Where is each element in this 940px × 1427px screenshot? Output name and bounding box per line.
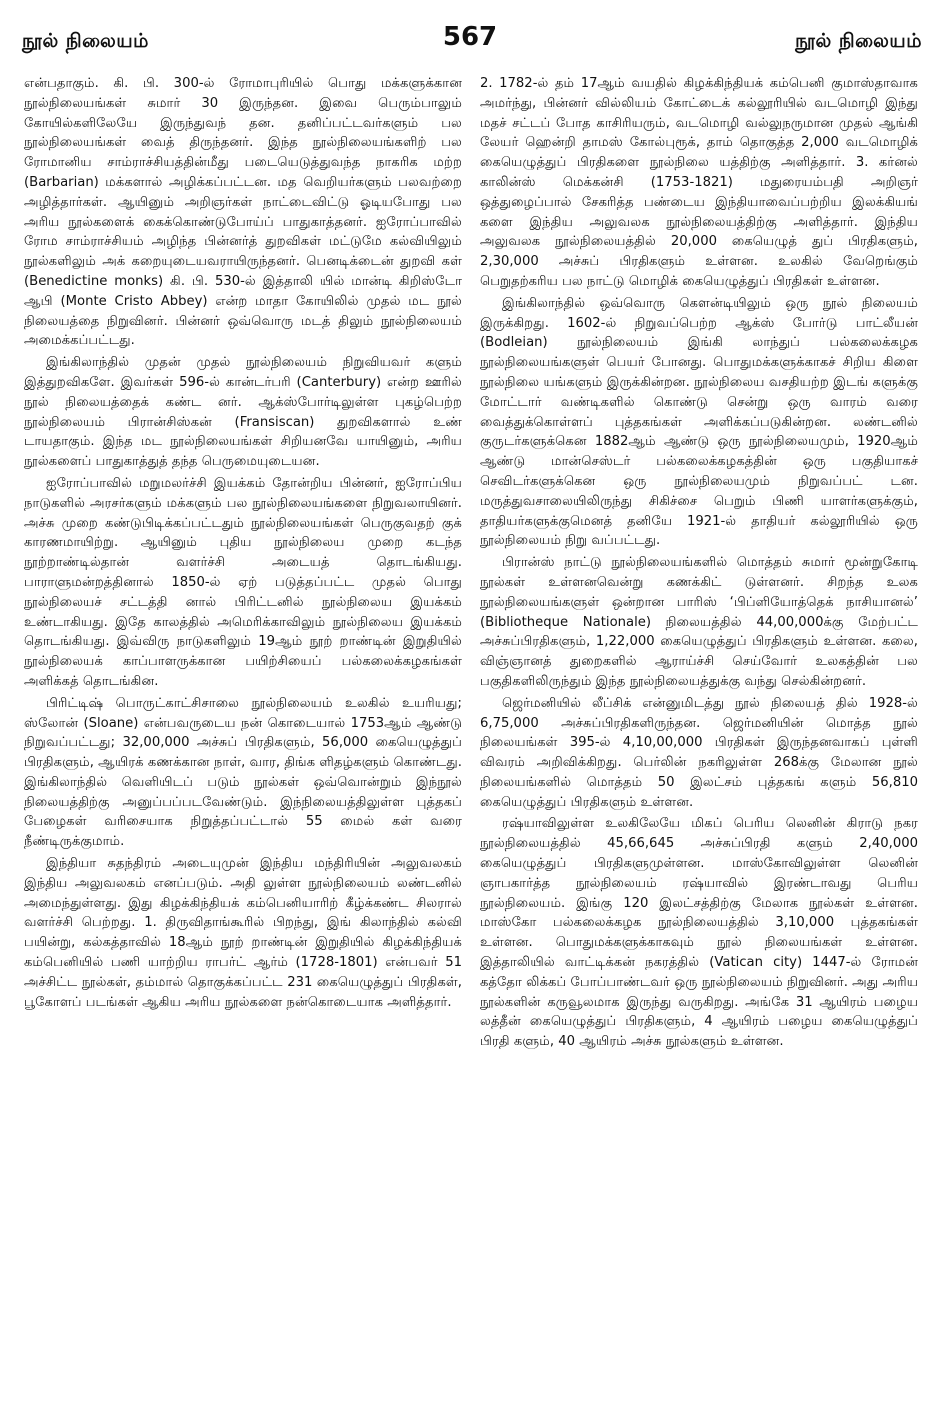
right-column (480, 74, 918, 1410)
paragraph: ஜெர்மனியில் லீப்சிக் என்னுமிடத்து நூல் நிலையத் தில் 1928-ல் 6,75,000 அச்சுப்பிரதிகளிருந்தன. ஜெர்மனியின் மொத்த நூல் நிலையங்கள் 395-ல் 4,10,00,000 பிரதிகள் இருந்தனவாகப் புள்ளி விவரம் அறிவிக்கிறது. பெர்லின் நகரிலுள்ள 268க்கு மேலான நூல் நிலையங்களில் மொத்தம் 50 இலட்சம் புத்தகங் களும் 56,810 கையெழுத்துப் பிரதிகளும் உள்ளன. (480, 695, 918, 810)
paragraph: பிரான்ஸ் நாட்டு நூல்நிலையங்களில் மொத்தம் சுமார் மூன்றுகோடி நூல்கள் உள்ளனவென்று கணக்கிட் டுள்ளனர். சிறந்த உலக நூல்நிலையங்களுள் ஒன்றான பாரிஸ் ‘பிப்ளியோத்தெக் நாசியானல்’ (Bibliotheque Nationale) நிலையத்தில் 44,00,000க்கு மேற்பட்ட அச்சுப்பிரதிகளும், 1,22,000 கையெழுத்துப் பிரதிகளும் உள்ளன. கலை, விஞ்ஞானத் துறைகளில் ஆராய்ச்சி செய்வோர் உலகத்தின் பல பகுதிகளிலிருந்தும் இந்த நூல்நிலையத்துக்கு வந்து செல்கின்றனர். (480, 555, 918, 689)
page-header (0, 0, 940, 62)
page-number: 567 (442, 22, 498, 52)
paragraph: பிரிட்டிஷ் பொருட்காட்சிசாலை நூல்நிலையம் உலகில் உயரியது; ஸ்லோன் (Sloane) என்பவருடைய நன் கொடையால் 1753ஆம் ஆண்டு நிறுவப்பட்டது; 32,00,000 அச்சுப் பிரதிகளும், 56,000 கையெழுத்துப் பிரதிகளும், ஆயிரக் கணக்கான நாள், வார, திங்க ளிதழ்களும் கொண்டது. இங்கிலாந்தில் வெளியிடப் படும் நூல்கள் ஒவ்வொன்றும் இந்நூல் நிலையத்திற்கு அனுப்பப்படவேண்டும். இந்நிலையத்திலுள்ள புத்தகப் பேழைகள் வரிசையாக நிறுத்தப்பட்டால் 55 மைல் கள் வரை நீண்டிருக்குமாம். (24, 695, 462, 850)
paragraph: இந்தியா சுதந்திரம் அடையுமுன் இந்திய மந்திரியின் அலுவலகம் இந்திய அலுவலகம் எனப்படும். அதி லுள்ள நூல்நிலையம் லண்டனில் அமைந்துள்ளது. இது கிழக்கிந்தியக் கம்பெனியாரிற் கீழ்க்கண்ட சிலரால் வளர்ச்சி பெற்றது. 1. திருவிதாங்கூரில் பிறந்து, இங் கிலாந்தில் கல்வி பயின்று, கல்கத்தாவில் 18ஆம் நூற் றாண்டின் இறுதியில் கிழக்கிந்தியக் கம்பெனியில் பணி யாற்றிய ராபர்ட் ஆர்ம் (1728-1801) என்பவர் 51 அச்சிட்ட நூல்கள், தம்மால் தொகுக்கப்பட்ட 231 கையெழுத்துப் பிரதிகள், பூகோளப் படங்கள் ஆகிய அரிய நூல்களை நன்கொடையாக அளித்தார். (24, 856, 462, 1010)
paragraph: ஐரோப்பாவில் மறுமலர்ச்சி இயக்கம் தோன்றிய பின்னர், ஐரோப்பிய நாடுகளில் அரசர்களும் மக்களும் பல நூல்நிலையங்களை நிறுவலாயினர். அச்சு முறை கண்டுபிடிக்கப்பட்டதும் நூல்நிலையங்கள் பெருகுவதற் குக் காரணமாயிற்று. ஆயினும் புதிய நூல்நிலைய முறை கடந்த நூற்றாண்டில்தான் வளர்ச்சி அடையத் தொடங்கியது. பாராளுமன்றத்தினால் 1850-ல் ஏற் படுத்தப்பட்ட முதல் பொது நூல்நிலையச் சட்டத்தி னால் பிரிட்டனில் நூல்நிலைய இயக்கம் உண்டாகியது. இதே காலத்தில் அமெரிக்காவிலும் நூல்நிலைய இயக்கம் தொடங்கியது. இவ்விரு நாடுகளிலும் 19ஆம் நூற் றாண்டின் இறுதியில் நூல்நிலையக் காப்பாளருக்கான பயிற்சியைப் பல்கலைக்கழகங்கள் அளிக்கத் தொடங்கின. (24, 475, 462, 689)
running-title-right: நூல் நிலையம் (795, 30, 922, 52)
running-title-left: நூல் நிலையம் (22, 30, 149, 52)
paragraph: இங்கிலாந்தில் ஒவ்வொரு கௌன்டியிலும் ஒரு நூல் நிலையம் இருக்கிறது. 1602-ல் நிறுவப்பெற்ற ஆக்ஸ் போர்டு பாட்லீயன் (Bodleian) நூல்நிலையம் இங்கி லாந்துப் பல்கலைக்கழக நூல்நிலையங்களுள் பெயர் போனது. பொதுமக்களுக்காகச் சிறிய கிளை நூல்நிலை யங்களும் இருக்கின்றன. நூல்நிலைய வசதியற்ற இடங் களுக்கு மோட்டார் வண்டிகளில் கொண்டு சென்று ஒரு வாரம் வரை வைத்துக்கொள்ளப் புத்தகங்கள் அளிக்கப்படுகின்றன. லண்டனில் குருடர்களுக்கென 1882ஆம் ஆண்டு ஒரு நூல்நிலையமும், 1920ஆம் ஆண்டு மான்செஸ்டர் பல்கலைக்கழகத்தின் ஒரு பகுதியாகச் செவிடர்களுக்கென ஒரு நூல்நிலையமும் நிறுவப்பட் டன. மருத்துவசாலையிலிருந்து சிகிச்சை பெறும் பிணி யாளர்களுக்கும், தாதியர்களுக்குமெனத் தனியே 1921-ல் தாதியர் கல்லூரியில் ஒரு நூல்நிலையம் நிறு வப்பட்டது. (480, 295, 918, 549)
paragraph: 2. 1782-ல் தம் 17ஆம் வயதில் கிழக்கிந்தியக் கம்பெனி குமாஸ்தாவாக அமர்ந்து, பின்னர் வில்லியம் கோட்டைக் கல்லூரியில் வடமொழி இந்து மதச் சட்டப் போத காசிரியரும், வடமொழி வல்லுநருமான முதல் ஆங்கி லேயர் ஹென்றி தாமஸ் கோல்புரூக், தாம் தொகுத்த 2,000 வடமொழிக் கையெழுத்துப் பிரதிகளை நூல்நிலை யத்திற்கு அளித்தார். 3. கர்னல் காலின்ஸ் மெக்கன்சி (1753-1821) மதுரையம்பதி அறிஞர் ஒத்துழைப்பால் சேகரித்த பண்டைய இந்தியாவைப்பற்றிய இலக்கியங் களை இந்திய அலுவலக நூல்நிலையத்திற்கு அளித்தார். இந்திய அலுவலக நூல்நிலையத்தில் 20,000 கையெழுத் துப் பிரதிகளும், 2,30,000 அச்சுப் பிரதிகளும் உள்ளன. உலகில் வேறெங்கும் பெறுதற்கரிய பல நாட்டு மொழிக் கையெழுத்துப் பிரதிகள் உள்ளன. (480, 76, 918, 289)
paragraph: ரஷ்யாவிலுள்ள உலகிலேயே மிகப் பெரிய லெனின் கிராடு நகர நூல்நிலையத்தில் 45,66,645 அச்சுப்பிரதி களும் 2,40,000 கையெழுத்துப் பிரதிகளுமுள்ளன. மாஸ்கோவிலுள்ள லெனின் ஞாபகார்த்த நூல்நிலையம் ரஷ்யாவில் இரண்டாவது பெரிய நூல்நிலையம். இங்கு 120 இலட்சத்திற்கு மேலாக நூல்கள் உள்ளன. மாஸ்கோ பல்கலைக்கழக நூல்நிலையத்தில் 3,10,000 புத்தகங்கள் உள்ளன. பொதுமக்களுக்காகவும் நூல் நிலையங்கள் உள்ளன. இத்தாலியில் வாட்டிக்கன் நகரத்தில் (Vatican city) 1447-ல் ரோமன் கத்தோ லிக்கப் போப்பாண்டவர் ஒரு நூல்நிலையம் நிறுவினர். அது அரிய நூல்களின் கருவூலமாக இருந்து வருகிறது. அங்கே 31 ஆயிரம் பழைய லத்தீன் கையெழுத்துப் பிரதிகளும், 4 ஆயிரம் பழைய கையெழுத்துப் பிரதி களும், 40 ஆயிரம் அச்சு நூல்களும் உள்ளன. (480, 816, 918, 1050)
left-column (24, 74, 462, 1410)
paragraph: இங்கிலாந்தில் முதன் முதல் நூல்நிலையம் நிறுவியவர் களும் இத்துறவிகளே. இவர்கள் 596-ல் கான்டர்பரி (Canterbury) என்ற ஊரில் நூல் நிலையத்தைக் கண்ட னர். ஆக்ஸ்போர்டிலுள்ள புகழ்பெற்ற நூல்நிலையம் பிரான்சிஸ்கன் (Fransiscan) துறவிகளால் உண் டாயதாகும். இந்த மட நூல்நிலையங்கள் சிறியனவே யாயினும், அரிய நூல்களைப் பாதுகாத்துத் தந்த பெருமையுடையன. (24, 355, 462, 470)
paragraph: என்பதாகும். கி. பி. 300-ல் ரோமாபுரியில் பொது மக்களுக்கான நூல்நிலையங்கள் சுமார் 30 இருந்தன. இவை பெரும்பாலும் கோயில்களிலேயே இருந்துவந் தன. தனிப்பட்டவர்களும் பல நூல்நிலையங்கள் வைத் திருந்தனர். இந்த நூல்நிலையங்களிற் பல ரோமானிய சாம்ராச்சியத்தின்மீது படையெடுத்துவந்த நாகரிக மற்ற (Barbarian) மக்களால் அழிக்கப்பட்டன. மத வெறியர்களும் பலவற்றை அழித்தார்கள். ஆயினும் அறிஞர்கள் நாட்டைவிட்டு ஓடியபோது பல அரிய நூல்களைக் கைக்கொண்டுபோய்ப் பாதுகாத்தனர். ஐரோப்பாவில் ரோம சாம்ராச்சியம் அழிந்த பின்னர்த் துறவிகள் மட்டுமே கல்வியிலும் நூல்களிலும் அக் கறையுடையவராயிருந்தனர். பெனடிக்டைன் துறவி கள் (Benedictine monks) கி. பி. 530-ல் இத்தாலி யில் மான்டி கிறிஸ்டோ ஆபி (Monte Cristo Abbey) என்ற மாதா கோயிலில் முதல் மட நூல் நிலையத்தை நிறுவினர். பின்னர் ஒவ்வொரு மடத் திலும் நூல்நிலையம் அமைக்கப்பட்டது. (24, 76, 462, 349)
